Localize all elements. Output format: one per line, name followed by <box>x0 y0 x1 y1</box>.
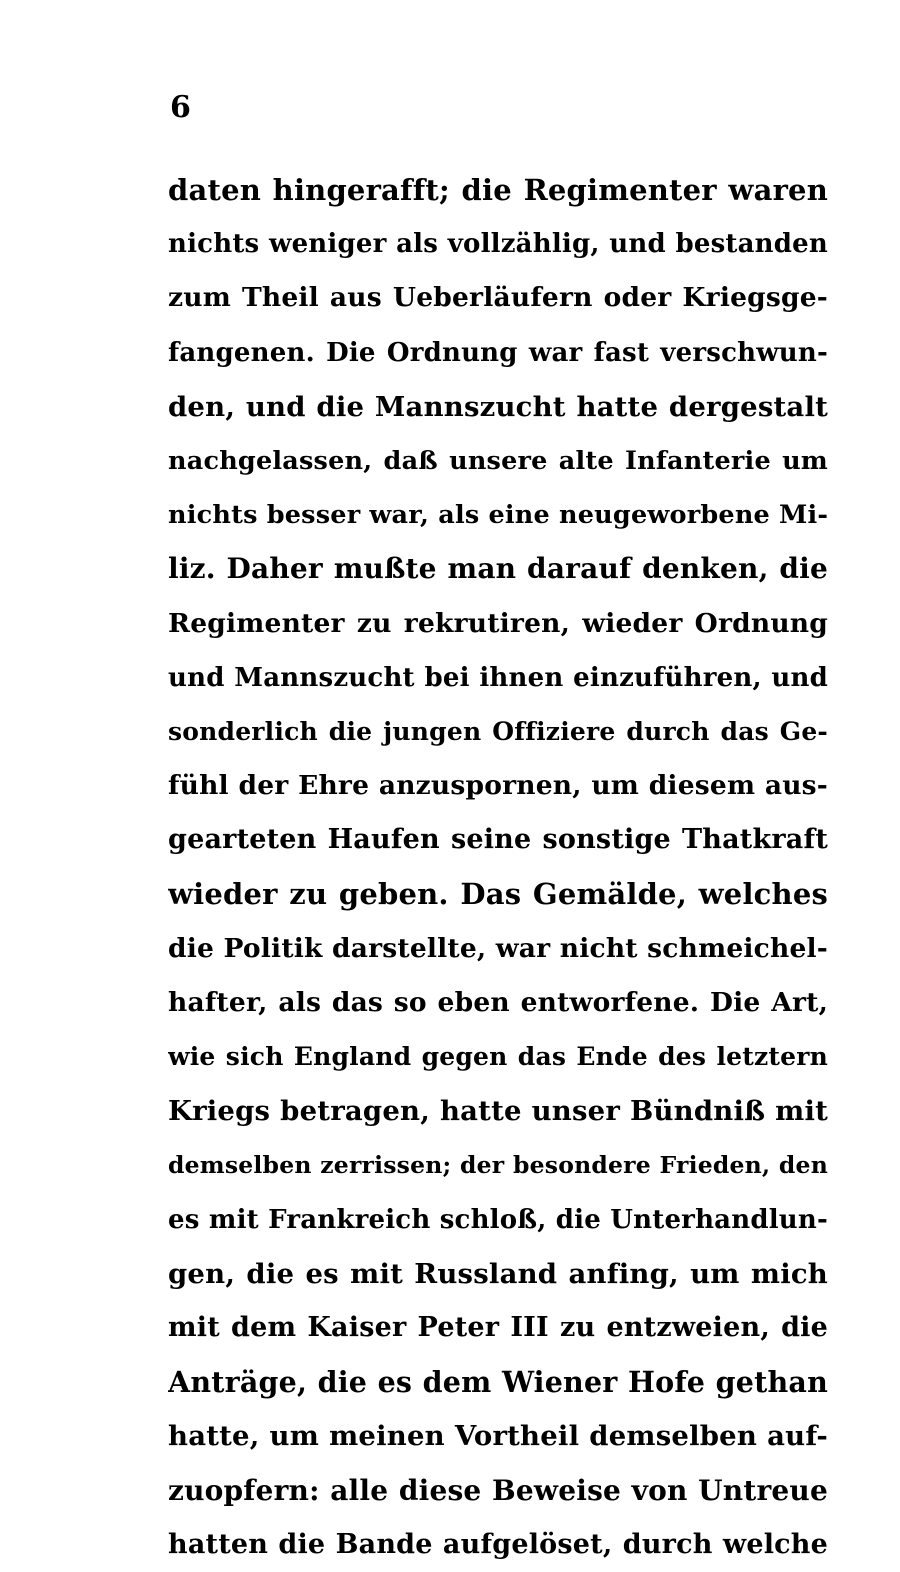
text-line: fühl der Ehre anzuspornen, um diesem aus- <box>168 770 828 802</box>
text-line: nichts besser war, als eine neugeworbene Mi- <box>168 500 828 531</box>
text-line: zum Theil aus Ueberläufern oder Kriegsge- <box>168 282 828 314</box>
text-line: wie sich England gegen das Ende des letztern <box>168 1042 828 1071</box>
text-line: Kriegs betragen, hatte unser Bündniß mit <box>168 1095 828 1128</box>
text-line: hatten die Bande aufgelöset, durch welche <box>168 1528 828 1560</box>
text-line: und Mannszucht bei ihnen einzuführen, und <box>168 662 828 693</box>
text-line: demselben zerrissen; der besondere Frieden, den <box>168 1151 828 1180</box>
text-line: Regimenter zu rekrutiren, wieder Ordnung <box>168 607 828 639</box>
text-line: liz. Daher mußte man darauf denken, die <box>168 552 828 586</box>
text-line: den, und die Mannszucht hatte dergestalt <box>168 390 828 423</box>
text-line: es mit Frankreich schloß, die Unterhandlun- <box>168 1204 828 1235</box>
text-line: fangenen. Die Ordnung war fast verschwun- <box>168 337 828 368</box>
text-line: hafter, als das so eben entworfene. Die Art, <box>168 986 828 1018</box>
text-line: nachgelassen, daß unsere alte Infanterie um <box>168 445 828 476</box>
page-number: 6 <box>170 90 191 125</box>
body-text <box>168 163 828 1572</box>
text-line: nichts weniger als vollzählig, und bestanden <box>168 229 828 260</box>
text-line: zuopfern: alle diese Beweise von Untreue <box>168 1473 828 1507</box>
text-line: wieder zu geben. Das Gemälde, welches <box>168 877 828 912</box>
text-line: daten hingerafft; die Regimenter waren <box>168 173 828 207</box>
text-line: mit dem Kaiser Peter III zu entzweien, die <box>168 1311 828 1343</box>
text-line: Anträge, die es dem Wiener Hofe gethan <box>168 1365 828 1400</box>
text-line: hatte, um meinen Vortheil demselben auf- <box>168 1420 828 1453</box>
text-line: gearteten Haufen seine sonstige Thatkraft <box>168 824 828 856</box>
text-line: gen, die es mit Russland anfing, um mich <box>168 1257 828 1290</box>
text-line: sonderlich die jungen Offiziere durch das Ge- <box>168 716 828 746</box>
text-line: die Politik darstellte, war nicht schmeichel- <box>168 932 828 964</box>
